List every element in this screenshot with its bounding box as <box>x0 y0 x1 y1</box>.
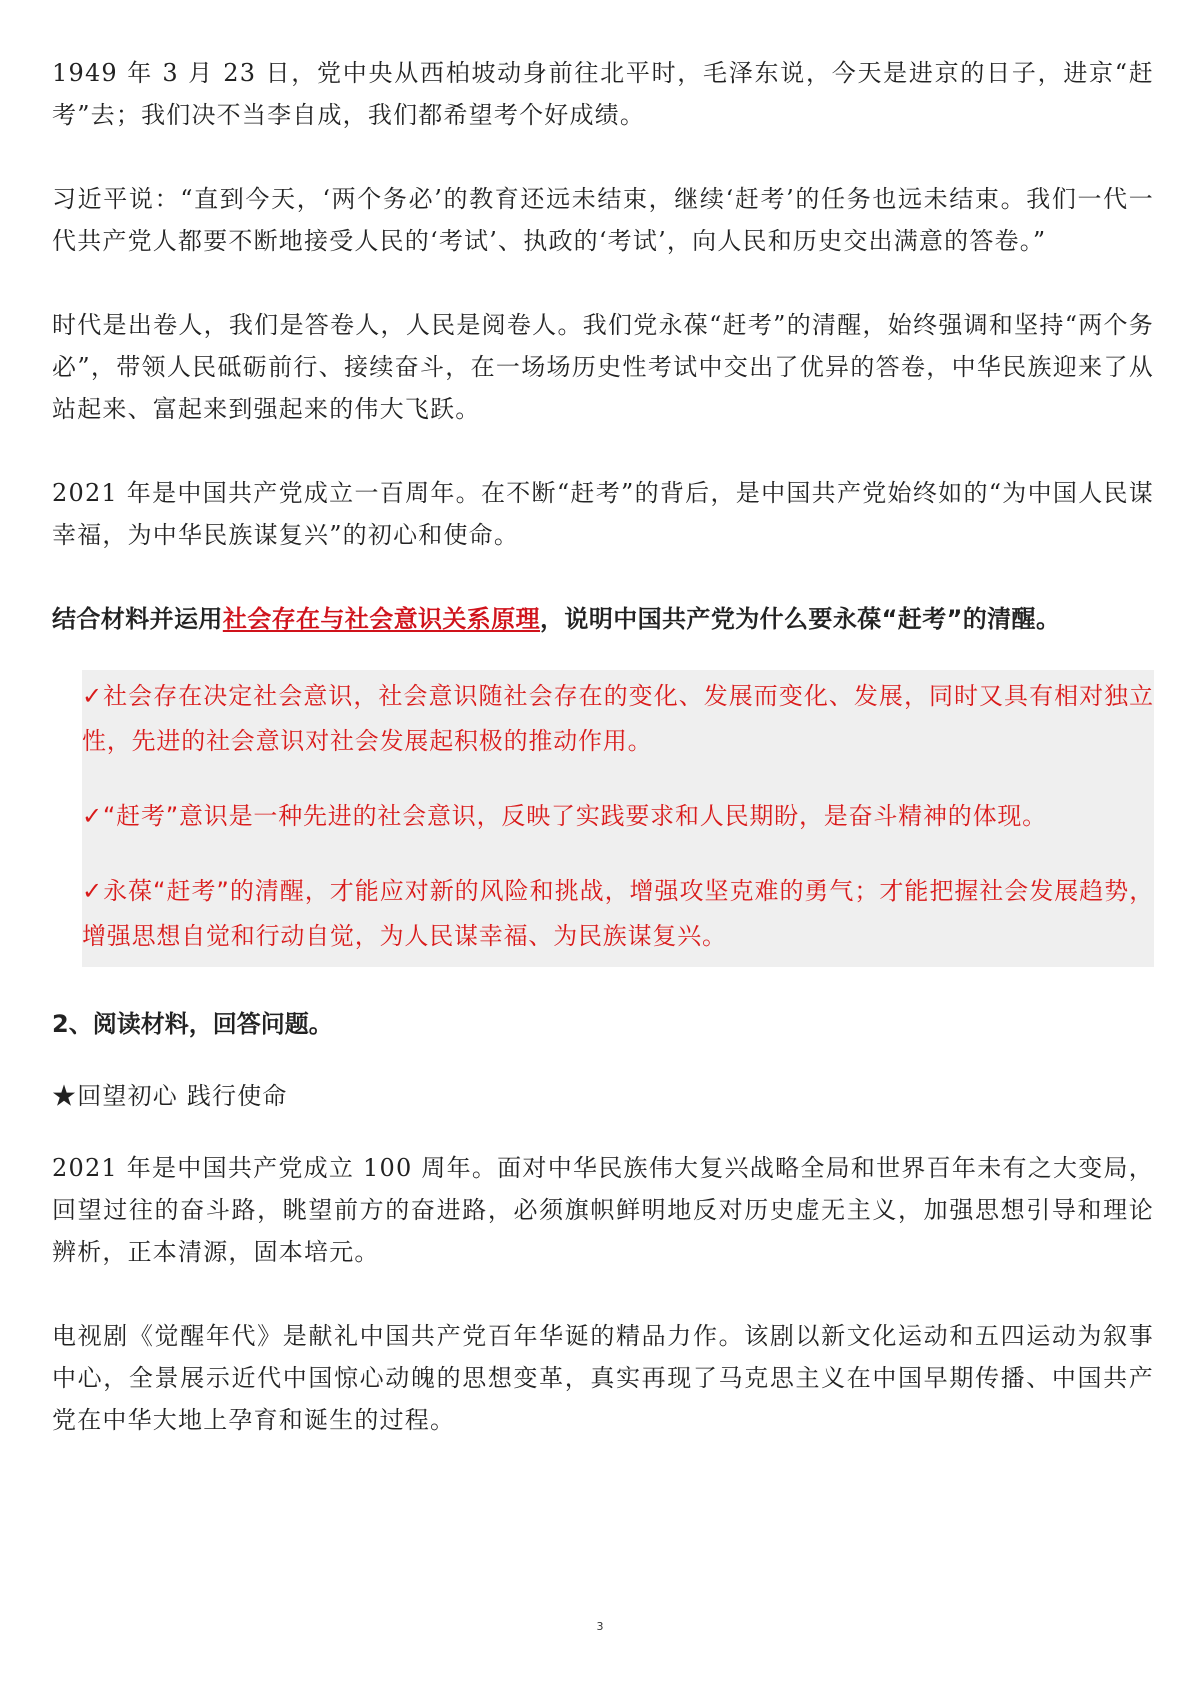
paragraph-2021-100: 2021 年是中国共产党成立 100 周年。面对中华民族伟大复兴战略全局和世界百年未有之大变局，回望过往的奋斗路，眺望前方的奋进路，必须旗帜鲜明地反对历史虚无主义，加强思想引导和理论辨析，正本清源，固本培元。 <box>52 1154 1154 1266</box>
paragraph-xi-quote: 习近平说：“直到今天，‘两个务必’的教育还远未结束，继续‘赶考’的任务也远未结束。我们一代一代共产党人都要不断地接受人民的‘考试’、执政的‘考试’，向人民和历史交出满意的答卷。” <box>52 185 1154 255</box>
answer-box <box>82 670 1154 967</box>
answer-text-2: “赶考”意识是一种先进的社会意识，反映了实践要求和人民期盼，是奋斗精神的体现。 <box>102 802 1047 830</box>
paragraph-2021-centenary: 2021 年是中国共产党成立一百周年。在不断“赶考”的背后，是中国共产党始终如的“为中国人民谋幸福，为中华民族谋复兴”的初心和使命。 <box>52 479 1154 549</box>
document-page <box>52 52 1154 1441</box>
section-subtitle: ★回望初心 践行使命 <box>52 1082 288 1110</box>
page-number: 3 <box>596 1620 604 1633</box>
paragraph-awakening-age: 电视剧《觉醒年代》是献礼中国共产党百年华诞的精品力作。该剧以新文化运动和五四运动为叙事中心，全景展示近代中国惊心动魄的思想变革，真实再现了马克思主义在中国早期传播、中国共产党在中华大地上孕育和诞生的过程。 <box>52 1322 1154 1434</box>
check-icon: ✓ <box>82 802 103 830</box>
paragraph-1949: 1949 年 3 月 23 日，党中央从西柏坡动身前往北平时，毛泽东说，今天是进京的日子，进京“赶考”去；我们决不当李自成，我们都希望考个好成绩。 <box>52 59 1154 129</box>
answer-item-1 <box>82 674 1154 764</box>
question-1 <box>52 598 1154 640</box>
question-prefix: 结合材料并运用 <box>52 605 223 633</box>
answer-item-3 <box>82 869 1154 959</box>
paragraph-era: 时代是出卷人，我们是答卷人，人民是阅卷人。我们党永葆“赶考”的清醒，始终强调和坚持“两个务必”，带领人民砥砺前行、接续奋斗，在一场场历史性考试中交出了优异的答卷，中华民族迎来了从站起来、富起来到强起来的伟大飞跃。 <box>52 311 1154 423</box>
answer-text-3: 永葆“赶考”的清醒，才能应对新的风险和挑战，增强攻坚克难的勇气；才能把握社会发展趋势，增强思想自觉和行动自觉，为人民谋幸福、为民族谋复兴。 <box>82 877 1154 950</box>
answer-item-2 <box>82 794 1154 839</box>
question-suffix: ，说明中国共产党为什么要永葆“赶考”的清醒。 <box>540 605 1061 633</box>
question-keyword: 社会存在与社会意识关系原理 <box>222 605 541 633</box>
question-2-heading: 2、阅读材料，回答问题。 <box>52 1010 333 1038</box>
check-icon: ✓ <box>82 682 104 710</box>
check-icon: ✓ <box>82 877 104 905</box>
answer-text-1: 社会存在决定社会意识，社会意识随社会存在的变化、发展而变化、发展，同时又具有相对独立性，先进的社会意识对社会发展起积极的推动作用。 <box>82 682 1154 755</box>
